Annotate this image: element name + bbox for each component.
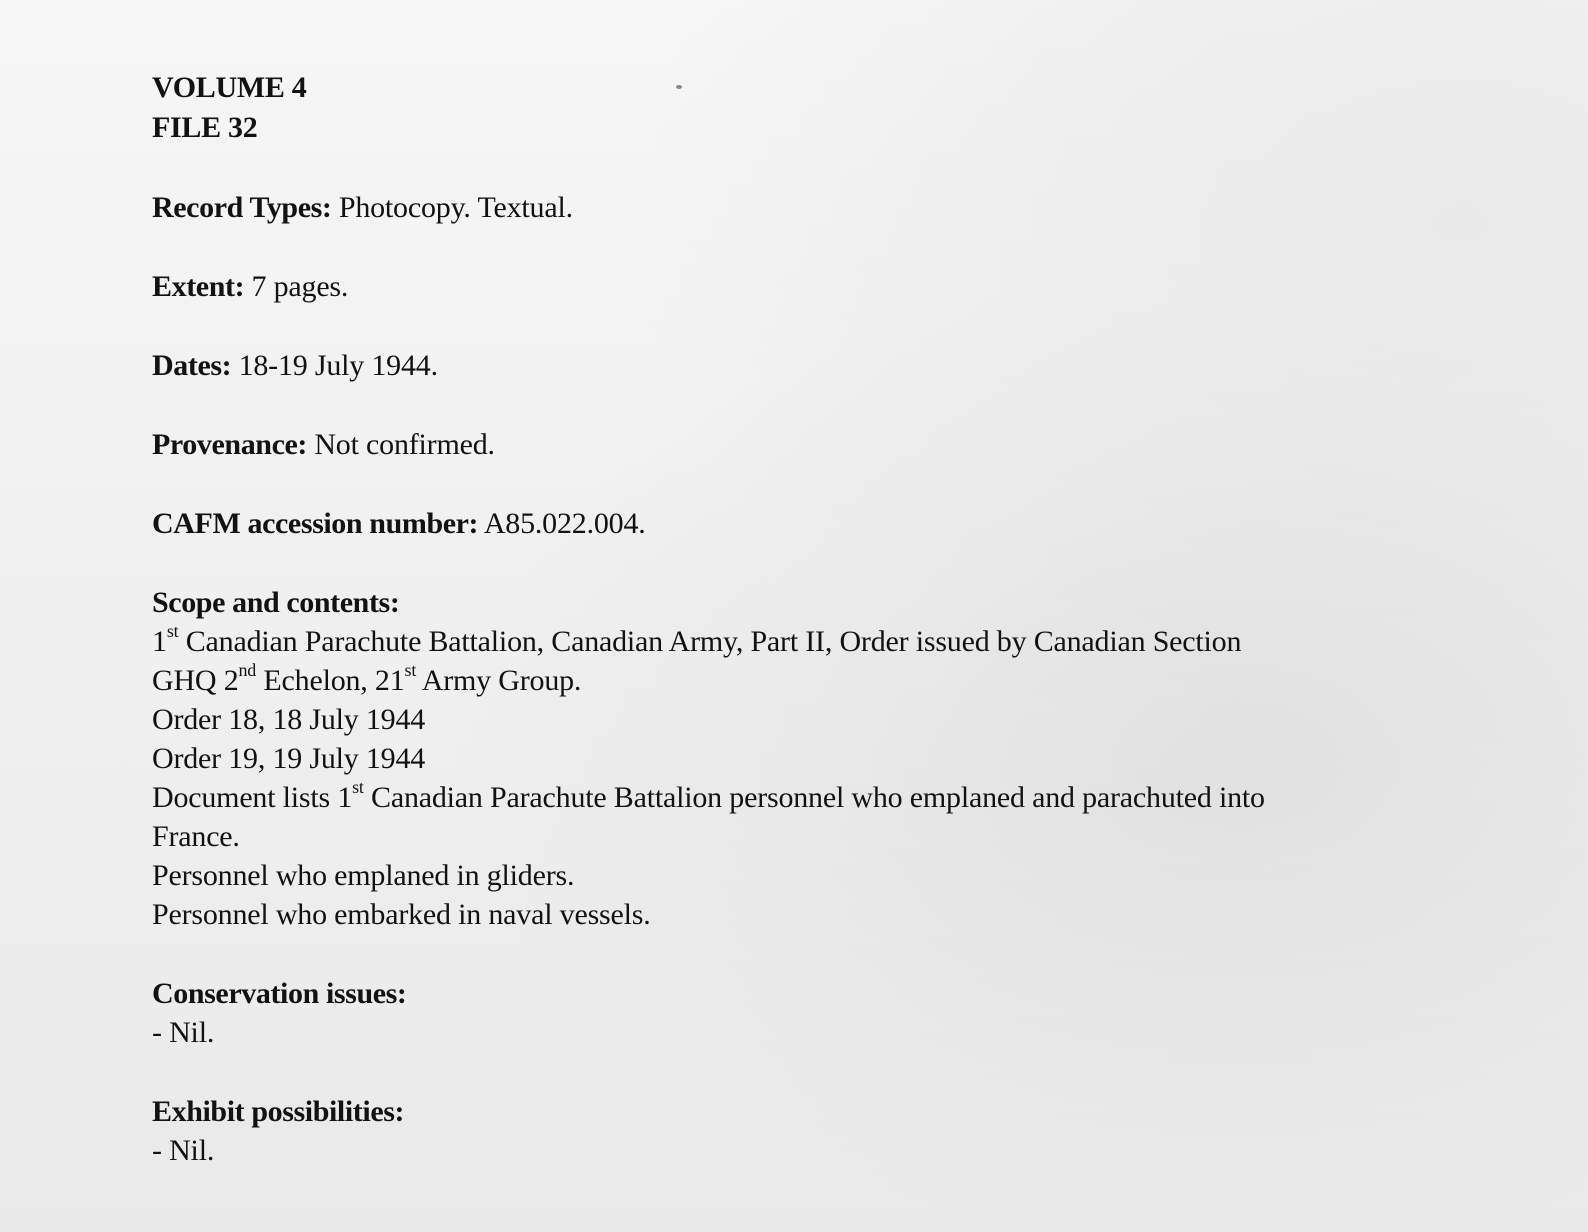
ordinal-suffix: st — [166, 621, 179, 641]
exhibit-label: Exhibit possibilities: — [152, 1095, 405, 1128]
extent-value: 7 pages. — [251, 270, 349, 303]
provenance-field — [152, 425, 1532, 464]
accession-value: A85.022.004. — [483, 507, 646, 540]
scope-text: Echelon, 21 — [256, 664, 405, 697]
dates-label: Dates: — [152, 349, 232, 382]
volume-heading: VOLUME 4 — [152, 71, 307, 104]
record-types-label: Record Types: — [152, 191, 332, 224]
conservation-label: Conservation issues: — [152, 977, 407, 1010]
ordinal-suffix: st — [352, 777, 364, 797]
extent-label: Extent: — [152, 270, 245, 303]
scope-line: Order 19, 19 July 1944 — [152, 742, 426, 775]
scope-text: Canadian Parachute Battalion personnel who emplaned and parachuted into — [363, 781, 1265, 814]
scope-text: 1 — [152, 625, 167, 658]
accession-label: CAFM accession number: — [152, 507, 479, 540]
extent-field — [152, 267, 1532, 306]
exhibit-section — [152, 1092, 1532, 1170]
scope-text: Canadian Parachute Battalion, Canadian Army, Part II, Order issued by Canadian Section — [178, 625, 1242, 658]
accession-field — [152, 504, 1532, 543]
record-types-value: Photocopy. Textual. — [338, 191, 573, 224]
conservation-value: - Nil. — [152, 1016, 215, 1049]
scope-text: Army Group. — [416, 664, 582, 697]
scope-line: Personnel who embarked in naval vessels. — [152, 898, 651, 931]
scope-label: Scope and contents: — [152, 586, 400, 619]
scope-text: GHQ 2 — [152, 664, 239, 697]
scope-line: Personnel who emplaned in gliders. — [152, 859, 575, 892]
scope-line — [152, 661, 1532, 700]
ordinal-suffix: st — [404, 660, 417, 680]
dates-value: 18-19 July 1944. — [238, 349, 438, 382]
scope-text: Document lists 1 — [152, 781, 353, 814]
file-heading: FILE 32 — [152, 111, 258, 144]
provenance-value: Not confirmed. — [314, 428, 495, 461]
provenance-label: Provenance: — [152, 428, 308, 461]
scope-section — [152, 583, 1532, 934]
scope-line — [152, 778, 1532, 817]
exhibit-value: - Nil. — [152, 1134, 215, 1167]
document-body — [152, 68, 1532, 1170]
scope-line: France. — [152, 820, 240, 853]
scope-line — [152, 622, 1532, 661]
dates-field — [152, 346, 1532, 385]
conservation-section — [152, 974, 1532, 1052]
scope-line: Order 18, 18 July 1944 — [152, 703, 426, 736]
ordinal-suffix: nd — [238, 660, 257, 680]
record-types-field — [152, 188, 1532, 227]
